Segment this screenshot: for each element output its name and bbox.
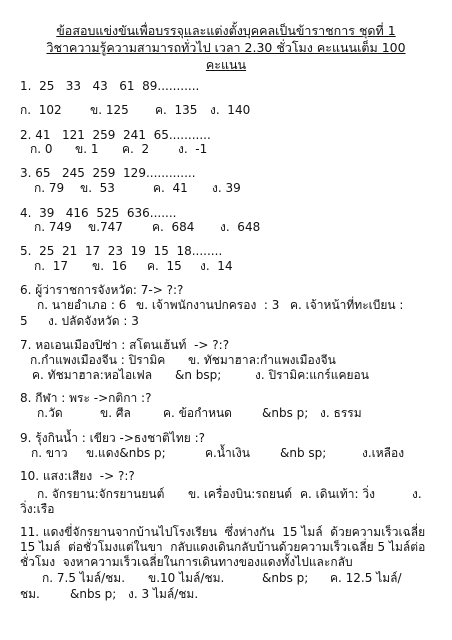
q11-option-b: ข.10 ไมล์/ชม. (148, 571, 225, 585)
q6-option-c: ค. เจ้าหน้าที่ทะเบียน : (290, 298, 404, 312)
q7-option-c: ค. ทัชมาฮาล:หอไอเฟล (32, 368, 153, 382)
q11-question-line3: ชั่วโมง จงหาความเร็วเฉลี่ยในการเดินทางของแดงทั้งไปและกลับ (20, 555, 353, 569)
q3-option-c: ค. 41 (153, 181, 188, 195)
exam-title-line3: คะแนน (205, 57, 247, 72)
q10-option-b: ข. เครื่องบิน:รถยนต์ (188, 487, 293, 501)
q1-option-b: ข. 125 (90, 103, 129, 117)
q8-option-c: ค. ข้อกำหนด (163, 406, 232, 420)
q3-option-a: ก. 79 (34, 181, 65, 195)
q5-option-c: ค. 15 (147, 259, 182, 273)
q4-question: 4. 39 416 525 636....... (20, 206, 177, 220)
q7-nbsp-artifact: &n bsp; (175, 368, 222, 382)
q2-question: 2. 41 121 259 241 65........... (20, 128, 211, 142)
q11-option-a: ก. 7.5 ไมล์/ชม. (42, 571, 126, 585)
q8-question: 8. กีฬา : พระ ->กติกา :? (20, 391, 152, 405)
q11-nbsp-artifact: &nbs p; (262, 571, 309, 585)
q9-option-a: ก. ขาว (31, 446, 68, 460)
q10-question: 10. แสง:เสียง -> ?:? (20, 469, 135, 483)
q6-option-d: ง. ปลัดจังหวัด : 3 (48, 314, 139, 328)
q2-option-a: ก. 0 (30, 142, 53, 156)
q9-option-d: ง.เหลือง (362, 446, 405, 460)
q5-option-b: ข. 16 (92, 259, 127, 273)
q11-question-line1: 11. แดงขี่จักรยานจากบ้านไปโรงเรียน ซึ่งห่างกัน 15 ไมล์ ด้วยความเร็วเฉลี่ย (20, 525, 426, 539)
q1-option-c: ค. 135 (155, 103, 198, 117)
q3-option-b: ข. 53 (80, 181, 115, 195)
q8-option-b: ข. ศีล (100, 406, 131, 420)
q10-option-d-continued: วิ่ง:เรือ (20, 502, 55, 516)
q2-option-b: ข. 1 (75, 142, 99, 156)
q10-option-a: ก. จักรยาน:จักรยานยนต์ (37, 487, 165, 501)
q7-question: 7. หอเอนเมืองปิซ่า : สโตนเฮ้นท์ -> ?:? (20, 338, 230, 352)
q3-option-d: ง. 39 (212, 181, 241, 195)
q10-option-c: ค. เดินเท้า: วิ่ง (300, 487, 375, 501)
exam-title-line2: วิชาความรู้ความสามารถทั่วไป เวลา 2.30 ชั่วโมง คะแนนเต็ม 100 (46, 40, 406, 55)
q2-option-d: ง. -1 (178, 142, 208, 156)
q8-nbsp-artifact: &nbs p; (262, 406, 309, 420)
q6-option-a: ก. นายอำเภอ : 6 (37, 298, 127, 312)
q9-option-c: ค.น้ำเงิน (205, 446, 250, 460)
q7-option-b: ข. ทัชมาฮาล:กำแพงเมืองจีน (188, 353, 336, 367)
q11-nbsp-artifact-2: &nbs p; (70, 587, 117, 601)
q11-option-d: ง. 3 ไมล์/ชม. (128, 587, 199, 601)
q8-option-d: ง. ธรรม (320, 406, 362, 420)
q5-question: 5. 25 21 17 23 19 15 18........ (20, 244, 223, 258)
exam-title-line1: ข้อสอบแข่งขันเพื่อบรรจุและแต่งตั้งบุคคลเป็นข้าราชการ ชุดที่ 1 (56, 23, 396, 38)
q8-option-a: ก.วัด (37, 406, 63, 420)
q9-question: 9. รุ้งกินน้ำ : เขียว ->ธงชาติไทย :? (20, 431, 205, 445)
q11-option-c: ค. 12.5 ไมล์/ (330, 571, 402, 585)
q6-option-b: ข. เจ้าพนักงานปกครอง : 3 (136, 298, 280, 312)
q1-option-d: ง. 140 (210, 103, 251, 117)
q11-option-c-continued: ชม. (20, 587, 40, 601)
q7-option-d: ง. ปิรามิค:แกร์แคยอน (255, 368, 369, 382)
q4-option-d: ง. 648 (220, 220, 261, 234)
q4-option-a: ก. 749 (34, 220, 72, 234)
q9-option-b: ข.แดง&nbs p; (86, 446, 166, 460)
q1-option-a: ก. 102 (20, 103, 62, 117)
q6-question: 6. ผู้ว่าราชการจังหวัด: 7-> ?:? (20, 283, 184, 297)
q5-option-a: ก. 17 (34, 259, 68, 273)
q11-question-line2: 15 ไมล์ ต่อชั่วโมงแต่ในขา กลับแดงเดินกลับบ้านด้วยความเร็วเฉลี่ย 5 ไมล์ต่อ (20, 540, 426, 554)
q7-option-a: ก.กำแพงเมืองจีน : ปิรามิค (30, 353, 166, 367)
q4-option-c: ค. 684 (152, 220, 195, 234)
q10-option-d: ง. (412, 487, 422, 501)
q3-question: 3. 65 245 259 129............. (20, 166, 196, 180)
q4-option-b: ข.747 (88, 220, 123, 234)
q2-option-c: ค. 2 (122, 142, 150, 156)
q9-nbsp-artifact: &nb sp; (280, 446, 327, 460)
q6-option-c-continued: 5 (20, 314, 28, 328)
q1-question: 1. 25 33 43 61 89........... (20, 79, 200, 93)
q5-option-d: ง. 14 (200, 259, 233, 273)
